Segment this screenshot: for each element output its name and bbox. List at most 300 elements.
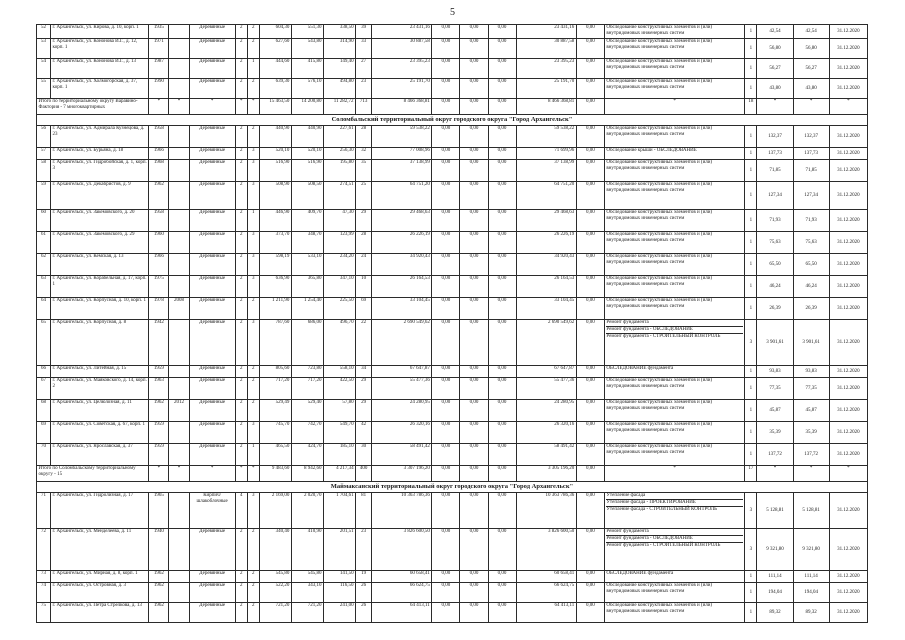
work-type-line: Обследование конструктивных элементов и (или) внутридомовых инженерных систем [606, 444, 713, 455]
year-reconstructed-cell [169, 39, 189, 59]
year-built-cell: 1935 [149, 25, 169, 39]
unit-cost-cell: 5 128,81 [757, 493, 793, 529]
other-funds-cell: 0,00 [576, 79, 604, 99]
row-number-cell: 69 [37, 422, 51, 444]
owned-area-cell: 241,00 [323, 603, 355, 623]
total-area-cell: 545,80 [259, 571, 291, 583]
table-row [37, 148, 868, 160]
max-unit-cost-cell: * [793, 99, 829, 115]
residents-cell: 29 [356, 400, 372, 422]
wall-material-cell: Деревянные [189, 366, 235, 378]
total-area-cell: 717,20 [259, 378, 291, 400]
work-type-line: Обследование конструктивных элементов и (или) внутридомовых инженерных систем [606, 422, 713, 433]
floors-cell: 2 [235, 182, 247, 210]
other-funds-cell: 0,00 [576, 210, 604, 232]
residents-cell: 25 [356, 182, 372, 210]
regional-budget-cell: 0,00 [460, 79, 488, 99]
work-type-line: Ремонт фундамента - СТРОИТЕЛЬНЫЙ КОНТРОЛЬ [606, 334, 721, 339]
floors-cell: 2 [235, 320, 247, 366]
residential-area-cell: 529,40 [291, 400, 323, 422]
total-area-cell: 721,20 [259, 603, 291, 623]
address-cell: г. Архангельск, ул. Мирная, д. 8, корп. 1 [51, 571, 149, 583]
floors-cell: * [235, 466, 247, 482]
floors-cell: 2 [235, 529, 247, 571]
regional-budget-cell: 0,00 [460, 182, 488, 210]
owners-funds-cell: 24 280,95 [516, 400, 576, 422]
unit-cost-cell: 194,04 [757, 583, 793, 603]
other-funds-cell: 0,00 [576, 603, 604, 623]
address-cell: г. Архангельск, ул. Менделеева, д. 11 [51, 529, 149, 571]
work-type-line: Обследование конструктивных элементов и (или) внутридомовых инженерных систем [606, 59, 713, 70]
work-count-cell: 3 [745, 493, 757, 529]
local-budget-cell: 0,00 [488, 39, 516, 59]
work-type-cell [604, 210, 745, 232]
year-reconstructed-cell [169, 126, 189, 148]
entrances-cell: 3 [247, 182, 259, 210]
total-cost-cell: 67 647,87 [372, 366, 432, 378]
work-type-line: Обследование конструктивных элементов и (или) внутридомовых инженерных систем [606, 160, 713, 171]
local-budget-cell: 0,00 [488, 59, 516, 79]
deadline-cell: 31.12.2020 [829, 400, 867, 422]
row-number-cell: 62 [37, 254, 51, 276]
year-reconstructed-cell [169, 79, 189, 99]
local-budget-cell: 0,00 [488, 25, 516, 39]
total-cost-cell: 33 104,45 [372, 298, 432, 320]
owners-funds-cell: 33 104,45 [516, 298, 576, 320]
year-built-cell: 1960 [149, 232, 169, 254]
owned-area-cell: 195,80 [323, 160, 355, 182]
total-label: Итого по территориальному округу Варавино-Фактория - 7 многоквартирных [37, 99, 149, 115]
floors-cell: 2 [235, 126, 247, 148]
regional-budget-cell: 0,00 [460, 571, 488, 583]
residents-cell: 27 [356, 59, 372, 79]
owners-funds-cell: 59 538,22 [516, 126, 576, 148]
year-reconstructed-cell [169, 444, 189, 466]
table-row [37, 571, 868, 583]
local-budget-cell: 0,00 [488, 493, 516, 529]
floors-cell: 2 [235, 25, 247, 39]
other-funds-cell: 0,00 [576, 320, 604, 366]
row-number-cell: 70 [37, 444, 51, 466]
row-number-cell: 66 [37, 366, 51, 378]
max-unit-cost-cell: 89,32 [793, 603, 829, 623]
table-row [37, 529, 868, 571]
owners-funds-cell: 34 920,43 [516, 254, 576, 276]
work-type-line: Обследование конструктивных элементов и (или) внутридомовых инженерных систем [606, 583, 713, 594]
other-funds-cell: 0,00 [576, 126, 604, 148]
deadline-cell: 31.12.2020 [829, 493, 867, 529]
floors-cell: 2 [235, 378, 247, 400]
floors-cell: 4 [235, 493, 247, 529]
year-built-cell: 1965 [149, 493, 169, 529]
address-cell: г. Архангельск, ул. Кононова И.Г., д. 12, корп. 1 [51, 39, 149, 59]
wall-material-cell: Деревянные [189, 25, 235, 39]
fund-cell: 0,00 [432, 444, 460, 466]
total-label: Итого по Соломбальскому территориальному округу - 15 [37, 466, 149, 482]
total-area-cell: 446,90 [259, 210, 291, 232]
section-header-row [37, 482, 868, 493]
year-built-cell: 1940 [149, 529, 169, 571]
residential-area-cell: 576,10 [291, 79, 323, 99]
total-area-cell: 745,70 [259, 422, 291, 444]
entrances-cell: 2 [247, 79, 259, 99]
work-type-cell [604, 400, 745, 422]
entrances-cell: 2 [247, 378, 259, 400]
year-reconstructed-cell [169, 422, 189, 444]
work-count-cell: 3 [745, 320, 757, 366]
work-count-cell: 1 [745, 254, 757, 276]
total-cost-cell: 55 477,36 [372, 378, 432, 400]
year-reconstructed-cell [169, 25, 189, 39]
work-count-cell: 1 [745, 160, 757, 182]
residents-cell: 10 [356, 276, 372, 298]
work-type-line: Ремонт фундамента [606, 529, 743, 536]
residential-area-cell: 2 020,70 [291, 493, 323, 529]
entrances-cell: * [247, 99, 259, 115]
fund-cell: 0,00 [432, 148, 460, 160]
owned-area-cell: 116,50 [323, 583, 355, 603]
max-unit-cost-cell: 5 128,81 [793, 493, 829, 529]
wall-material-cell: Деревянные [189, 276, 235, 298]
total-cost-cell: 64 413,11 [372, 603, 432, 623]
wall-material-cell: Деревянные [189, 148, 235, 160]
max-unit-cost-cell: 45,87 [793, 400, 829, 422]
entrances-cell: 3 [247, 276, 259, 298]
regional-budget-cell: 0,00 [460, 25, 488, 39]
wall-material-cell: Деревянные [189, 59, 235, 79]
total-cost-cell: 23 395,23 [372, 59, 432, 79]
other-funds-cell: 0,00 [576, 25, 604, 39]
table-row [37, 298, 868, 320]
year-reconstructed-cell [169, 571, 189, 583]
row-number-cell: 74 [37, 583, 51, 603]
fund-cell: 0,00 [432, 603, 460, 623]
residential-area-cell: 520,10 [291, 148, 323, 160]
max-unit-cost-cell: 77,35 [793, 378, 829, 400]
local-budget-cell: 0,00 [488, 232, 516, 254]
address-cell: г. Архангельск, ул. Петра Стрелкова, д. 13 [51, 603, 149, 623]
work-count-cell: 17 [745, 466, 757, 482]
residential-area-cell: 8 942,60 [291, 466, 323, 482]
wall-material-cell: Деревянные [189, 39, 235, 59]
entrances-cell: 2 [247, 39, 259, 59]
unit-cost-cell: 77,35 [757, 378, 793, 400]
floors-cell: 2 [235, 603, 247, 623]
residential-area-cell: 348,70 [291, 232, 323, 254]
floors-cell: 2 [235, 59, 247, 79]
owned-area-cell: 123,99 [323, 232, 355, 254]
year-reconstructed-cell: 2008 [169, 298, 189, 320]
year-built-cell: 1966 [149, 148, 169, 160]
year-built-cell: 1942 [149, 320, 169, 366]
floors-cell: 2 [235, 444, 247, 466]
work-count-cell: 1 [745, 39, 757, 59]
unit-cost-cell: 111,14 [757, 571, 793, 583]
floors-cell: 2 [235, 583, 247, 603]
deadline-cell: 31.12.2020 [829, 276, 867, 298]
max-unit-cost-cell: 3 901,61 [793, 320, 829, 366]
total-cost-cell: 66 624,75 [372, 583, 432, 603]
work-type-cell [604, 126, 745, 148]
wall-material-cell: Деревянные [189, 571, 235, 583]
owned-area-cell: 227,61 [323, 126, 355, 148]
address-cell: г. Архангельск, ул. Целюлозная, д. 11 [51, 400, 149, 422]
row-number-cell: 65 [37, 320, 51, 366]
work-count-cell: 1 [745, 366, 757, 378]
wall-material-cell: Деревянные [189, 298, 235, 320]
regional-budget-cell: 0,00 [460, 366, 488, 378]
total-area-cell: 787,60 [259, 320, 291, 366]
max-unit-cost-cell: 137,73 [793, 148, 829, 160]
work-type-cell [604, 39, 745, 59]
address-cell: г. Архангельск, ул. Литейная, д. 15 [51, 366, 149, 378]
work-type-line: Обследование конструктивных элементов и (или) внутридомовых инженерных систем [606, 25, 713, 36]
total-cost-cell: 26 320,16 [372, 422, 432, 444]
other-funds-cell: 0,00 [576, 493, 604, 529]
regional-budget-cell: 0,00 [460, 466, 488, 482]
total-cost-cell: 25 191,70 [372, 79, 432, 99]
floors-cell: 2 [235, 210, 247, 232]
residential-area-cell: 721,20 [291, 603, 323, 623]
total-area-cell: 465,50 [259, 444, 291, 466]
work-type-cell [604, 366, 745, 378]
work-type-cell [604, 493, 745, 529]
residential-area-cell: 1 254,40 [291, 298, 323, 320]
owners-funds-cell: 25 191,70 [516, 79, 576, 99]
row-number-cell: 68 [37, 400, 51, 422]
work-type-cell [604, 25, 745, 39]
unit-cost-cell: 3 901,61 [757, 320, 793, 366]
unit-cost-cell: 9 321,80 [757, 529, 793, 571]
regional-budget-cell: 0,00 [460, 400, 488, 422]
total-area-cell: 9 483,60 [259, 466, 291, 482]
other-funds-cell: 0,00 [576, 571, 604, 583]
work-count-cell: 1 [745, 79, 757, 99]
owned-area-cell: 256,30 [323, 148, 355, 160]
owned-area-cell: 338,50 [323, 25, 355, 39]
deadline-cell: 31.12.2020 [829, 148, 867, 160]
entrances-cell: 2 [247, 126, 259, 148]
work-count-cell: 1 [745, 232, 757, 254]
work-type-line: Ремонт фундамента - ОБСЛЕДОВАНИЕ [606, 327, 743, 334]
owners-funds-cell: 58 491,42 [516, 444, 576, 466]
work-type-cell [604, 254, 745, 276]
owners-funds-cell: 55 477,36 [516, 378, 576, 400]
other-funds-cell: 0,00 [576, 39, 604, 59]
address-cell: г. Архангельск, ул. Корпусная, д. 8 [51, 320, 149, 366]
work-count-cell: 1 [745, 378, 757, 400]
total-area-cell: 373,70 [259, 232, 291, 254]
owners-funds-cell: 30 887,58 [516, 39, 576, 59]
row-number-cell: 71 [37, 493, 51, 529]
address-cell: г. Архангельск, ул. Советская, д. 67, корп. 1 [51, 422, 149, 444]
year-reconstructed-cell [169, 493, 189, 529]
residential-area-cell: 440,90 [291, 126, 323, 148]
year-reconstructed-cell [169, 182, 189, 210]
regional-budget-cell: 0,00 [460, 148, 488, 160]
residents-cell: 33 [356, 39, 372, 59]
deadline-cell: 31.12.2020 [829, 182, 867, 210]
work-type-line: Обследование конструктивных элементов и (или) внутридомовых инженерных систем [606, 276, 713, 287]
total-cost-cell: 37 138,99 [372, 160, 432, 182]
table-row [37, 400, 868, 422]
year-built-cell: 1971 [149, 39, 169, 59]
owned-area-cell: 149,40 [323, 59, 355, 79]
owned-area-cell: 549,70 [323, 422, 355, 444]
entrances-cell: * [247, 466, 259, 482]
total-cost-cell: 3 826 600,50 [372, 529, 432, 571]
unit-cost-cell: 56,80 [757, 39, 793, 59]
year-reconstructed-cell [169, 366, 189, 378]
local-budget-cell: 0,00 [488, 126, 516, 148]
deadline-cell: * [829, 466, 867, 482]
regional-budget-cell: 0,00 [460, 39, 488, 59]
owned-area-cell: 57,80 [323, 400, 355, 422]
work-count-cell: 18 [745, 99, 757, 115]
owned-area-cell: 494,80 [323, 79, 355, 99]
fund-cell: 0,00 [432, 39, 460, 59]
fund-cell: 0,00 [432, 366, 460, 378]
entrances-cell: 1 [247, 210, 259, 232]
residential-area-cell: 551,30 [291, 25, 323, 39]
table-row [37, 366, 868, 378]
table-row [37, 182, 868, 210]
owners-funds-cell: 29 468,63 [516, 210, 576, 232]
work-type-cell [604, 182, 745, 210]
fund-cell: 0,00 [432, 400, 460, 422]
year-reconstructed-cell: * [169, 99, 189, 115]
total-area-cell: 604,30 [259, 25, 291, 39]
residents-cell: 30 [356, 444, 372, 466]
table-row [37, 320, 868, 366]
address-cell: г. Архангельск, ул. Кононова И.Г., д. 13 [51, 59, 149, 79]
work-type-line: Обследование конструктивных элементов и (или) внутридомовых инженерных систем [606, 210, 713, 221]
address-cell: г. Архангельск, ул. Гидробойская, д. 1, корп. 3 [51, 160, 149, 182]
regional-budget-cell: 0,00 [460, 232, 488, 254]
year-built-cell: 1990 [149, 79, 169, 99]
work-type-line: Утепление фасада [606, 493, 743, 500]
regional-budget-cell: 0,00 [460, 444, 488, 466]
regional-budget-cell: 0,00 [460, 603, 488, 623]
work-count-cell: 1 [745, 210, 757, 232]
table-row [37, 603, 868, 623]
table-row [37, 210, 868, 232]
residential-area-cell: 14 200,80 [291, 99, 323, 115]
row-number-cell: 61 [37, 232, 51, 254]
max-unit-cost-cell: 194,04 [793, 583, 829, 603]
year-built-cell: 1959 [149, 366, 169, 378]
address-cell: г. Архангельск, ул. Маяковского, д. 14, корп. 2 [51, 378, 149, 400]
total-cost-cell: 59 538,22 [372, 126, 432, 148]
table-row [37, 25, 868, 39]
max-unit-cost-cell: 56,27 [793, 59, 829, 79]
residents-cell: 29 [356, 210, 372, 232]
total-area-cell: 520,10 [259, 148, 291, 160]
wall-material-cell: Кирпич/ шлакоблочные [189, 493, 235, 529]
work-type-cell [604, 320, 745, 366]
total-cost-cell: 30 887,58 [372, 39, 432, 59]
total-cost-cell: 10 363 786,36 [372, 493, 432, 529]
work-count-cell: 1 [745, 571, 757, 583]
address-cell: г. Архангельск, ул. Корпусная, д. 10, корп. 1 [51, 298, 149, 320]
fund-cell: 0,00 [432, 79, 460, 99]
deadline-cell: 31.12.2020 [829, 320, 867, 366]
table-row [37, 583, 868, 603]
entrances-cell: 3 [247, 160, 259, 182]
owners-funds-cell: 26 226,19 [516, 232, 576, 254]
total-cost-cell: 29 468,63 [372, 210, 432, 232]
address-cell: г. Архангельск, ул. Закемовского, д. 20 [51, 210, 149, 232]
table-body [37, 25, 868, 623]
address-cell: г. Архангельск, ул. Закемовского, д. 29 [51, 232, 149, 254]
total-cost-cell: 64 751,20 [372, 182, 432, 210]
owned-area-cell: 225,50 [323, 298, 355, 320]
wall-material-cell: Деревянные [189, 583, 235, 603]
total-area-cell: 508,90 [259, 182, 291, 210]
owners-funds-cell: 60 658,41 [516, 571, 576, 583]
unit-cost-cell: 93,83 [757, 366, 793, 378]
unit-cost-cell: 132,37 [757, 126, 793, 148]
deadline-cell: 31.12.2020 [829, 126, 867, 148]
residential-area-cell: 409,70 [291, 210, 323, 232]
unit-cost-cell: 137,73 [757, 148, 793, 160]
residential-area-cell: 717,20 [291, 378, 323, 400]
deadline-cell: 31.12.2020 [829, 366, 867, 378]
wall-material-cell: Деревянные [189, 320, 235, 366]
total-cost-cell: 58 491,42 [372, 444, 432, 466]
regional-budget-cell: 0,00 [460, 493, 488, 529]
unit-cost-cell: 127,34 [757, 182, 793, 210]
address-cell: г. Архангельск, ул. Ярославская, д. 37 [51, 444, 149, 466]
regional-budget-cell: 0,00 [460, 320, 488, 366]
work-type-cell: * [604, 466, 745, 482]
owned-area-cell: 314,90 [323, 39, 355, 59]
regional-budget-cell: 0,00 [460, 160, 488, 182]
unit-cost-cell: 42,54 [757, 25, 793, 39]
table-row [37, 444, 868, 466]
owned-area-cell: 185,10 [323, 444, 355, 466]
row-number-cell: 67 [37, 378, 51, 400]
year-reconstructed-cell [169, 254, 189, 276]
row-number-cell: 64 [37, 298, 51, 320]
entrances-cell: 2 [247, 298, 259, 320]
deadline-cell: 31.12.2020 [829, 444, 867, 466]
work-type-line: Обследование конструктивных элементов и (или) внутридомовых инженерных систем [606, 182, 713, 193]
residents-cell: 22 [356, 320, 372, 366]
table-row [37, 254, 868, 276]
owners-funds-cell: 23 395,23 [516, 59, 576, 79]
local-budget-cell: 0,00 [488, 400, 516, 422]
residents-cell: 26 [356, 603, 372, 623]
max-unit-cost-cell: 65,50 [793, 254, 829, 276]
fund-cell: 0,00 [432, 422, 460, 444]
unit-cost-cell: 45,87 [757, 400, 793, 422]
residents-cell: 28 [356, 232, 372, 254]
work-type-cell [604, 298, 745, 320]
owned-area-cell: 47,30 [323, 210, 355, 232]
max-unit-cost-cell: 56,80 [793, 39, 829, 59]
table-row [37, 126, 868, 148]
total-cost-cell: 3 307 196,20 [372, 466, 432, 482]
row-number-cell: 58 [37, 160, 51, 182]
address-cell: г. Архангельск, ул. Кирова, д. 10, корп. 1 [51, 25, 149, 39]
max-unit-cost-cell: 93,83 [793, 366, 829, 378]
residents-cell: 81 [356, 493, 372, 529]
work-type-cell [604, 571, 745, 583]
wall-material-cell: * [189, 466, 235, 482]
residential-area-cell: 410,90 [291, 529, 323, 571]
unit-cost-cell: 26,39 [757, 298, 793, 320]
